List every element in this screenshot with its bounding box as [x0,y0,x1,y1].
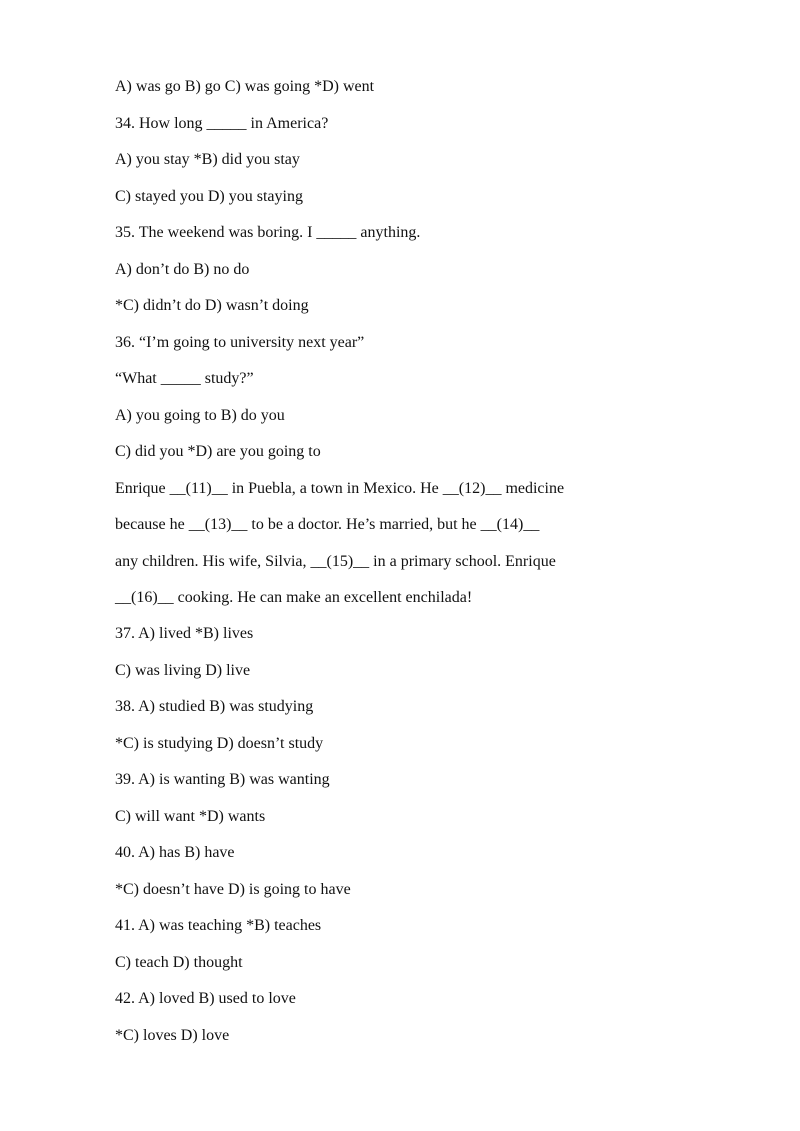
question-42-b: *C) loves D) love [115,1027,230,1044]
answer-options-34-a: A) you stay *B) did you stay [115,151,300,168]
question-40-a: 40. A) has B) have [115,844,235,861]
question-36: 36. “I’m going to university next year” [115,334,365,351]
answer-options-36-b: C) did you *D) are you going to [115,443,321,460]
passage-line-2: because he __(13)__ to be a doctor. He’s married, but he __(14)__ [115,516,540,533]
question-36-prompt: “What _____ study?” [115,370,254,387]
passage-line-1: Enrique __(11)__ in Puebla, a town in Mexico. He __(12)__ medicine [115,480,565,497]
answer-options-33: A) was go B) go C) was going *D) went [115,78,375,95]
question-39-b: C) will want *D) wants [115,808,266,825]
answer-options-34-b: C) stayed you D) you staying [115,188,303,205]
answer-options-35-b: *C) didn’t do D) wasn’t doing [115,297,309,314]
answer-options-36-a: A) you going to B) do you [115,407,285,424]
passage-line-4: __(16)__ cooking. He can make an excellent enchilada! [115,589,473,606]
question-38-b: *C) is studying D) doesn’t study [115,735,324,752]
answer-options-35-a: A) don’t do B) no do [115,261,250,278]
question-34: 34. How long _____ in America? [115,115,329,132]
passage-line-3: any children. His wife, Silvia, __(15)__ in a primary school. Enrique [115,553,556,570]
question-41-b: C) teach D) thought [115,954,243,971]
question-38-a: 38. A) studied B) was studying [115,698,314,715]
question-39-a: 39. A) is wanting B) was wanting [115,771,330,788]
question-37-a: 37. A) lived *B) lives [115,625,254,642]
question-37-b: C) was living D) live [115,662,251,679]
question-40-b: *C) doesn’t have D) is going to have [115,881,351,898]
question-42-a: 42. A) loved B) used to love [115,990,296,1007]
question-35: 35. The weekend was boring. I _____ anything. [115,224,421,241]
question-41-a: 41. A) was teaching *B) teaches [115,917,322,934]
